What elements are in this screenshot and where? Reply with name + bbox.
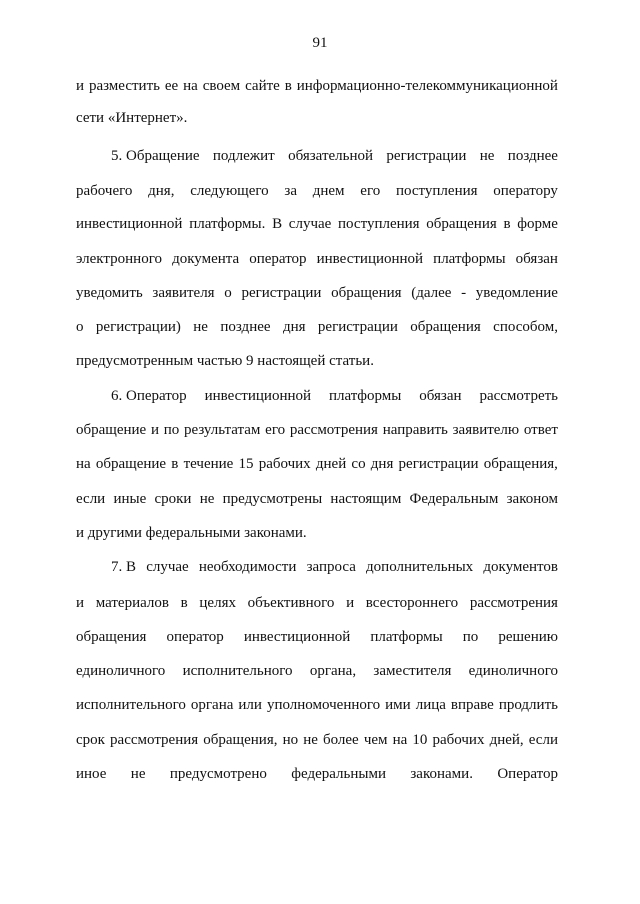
word: платформы [433, 251, 506, 267]
word: позднее [507, 148, 558, 164]
word: настоящим [330, 491, 402, 507]
word: о [76, 319, 84, 335]
text-line [111, 145, 558, 167]
word: исполнительного [182, 663, 293, 679]
text-line [76, 419, 558, 441]
word: регистрации) [95, 319, 181, 335]
text-line [76, 660, 558, 682]
word: своем [202, 78, 241, 94]
word: на [392, 732, 408, 748]
word: на [183, 78, 198, 94]
word: разместить [88, 78, 160, 94]
text-line [111, 385, 558, 407]
word: В [272, 216, 283, 232]
word: дня, [148, 183, 175, 199]
word: продлить [498, 697, 558, 713]
word: платформы. [189, 216, 266, 232]
word: позднее [220, 319, 271, 335]
text-line [76, 694, 558, 716]
word: оператор [249, 251, 307, 267]
text-line [76, 282, 558, 304]
word: дней [315, 456, 347, 472]
word: или [238, 697, 262, 713]
word: днем [312, 183, 345, 199]
word: сайте [245, 78, 280, 94]
word: обращения [410, 319, 481, 335]
word: Оператор [497, 766, 558, 782]
word: рабочих [432, 732, 485, 748]
word: обращение [95, 456, 167, 472]
text-line: сети «Интернет». [76, 110, 188, 126]
word: рабочих [258, 456, 311, 472]
word: со [351, 456, 366, 472]
text-line [76, 729, 558, 751]
word: информационно-телекоммуникационной [296, 78, 558, 94]
word: не [193, 319, 208, 335]
word: объективного [247, 595, 335, 611]
word: 6. Оператор [111, 388, 187, 404]
word: заявителя [152, 285, 215, 301]
word: сроки [154, 491, 192, 507]
word: материалов [95, 595, 169, 611]
word: по [163, 422, 180, 438]
word: 10 [412, 732, 428, 748]
word: - [461, 285, 467, 301]
word: в [171, 456, 179, 472]
text-line [76, 453, 558, 475]
word: обязан [419, 388, 462, 404]
word: не [199, 491, 215, 507]
word: решению [498, 629, 558, 645]
word: направить [382, 422, 448, 438]
word: инвестиционной [76, 216, 183, 232]
word: запроса [306, 559, 356, 575]
word: рассмотрения [469, 595, 558, 611]
word: платформы [370, 629, 443, 645]
text-line [76, 75, 558, 97]
text-line [76, 626, 558, 648]
text-line [76, 488, 558, 510]
word: поступления [338, 216, 420, 232]
word: ими [385, 697, 411, 713]
word: обращение [76, 422, 147, 438]
word: следующего [190, 183, 269, 199]
word: платформы [328, 388, 402, 404]
word: уведомить [76, 285, 143, 301]
word: не [479, 148, 495, 164]
word: законом [506, 491, 558, 507]
word: дней, [489, 732, 524, 748]
word: и [150, 422, 159, 438]
text-line: предусмотренным частью 9 настоящей статьи. [76, 353, 374, 369]
word: регистрации [386, 148, 467, 164]
word: по [462, 629, 479, 645]
word: документов [483, 559, 558, 575]
word: 7. В [111, 559, 137, 575]
word: лица [415, 697, 446, 713]
text-line [76, 180, 558, 202]
word: уведомление [475, 285, 558, 301]
word: случае [146, 559, 189, 575]
word: документа [172, 251, 240, 267]
word: оператору [493, 183, 558, 199]
page-number: 91 [312, 35, 328, 51]
word: в [503, 216, 511, 232]
word: дополнительных [366, 559, 474, 575]
word: не [303, 732, 318, 748]
word: иное [76, 766, 107, 782]
word: регистрации [398, 456, 479, 472]
word: случае [288, 216, 332, 232]
word: заместителя [373, 663, 452, 679]
word: электронного [76, 251, 162, 267]
word: исполнительного [76, 697, 186, 713]
word: в [284, 78, 292, 94]
word: всестороннего [365, 595, 459, 611]
word: рабочего [76, 183, 133, 199]
word: обращения [331, 285, 402, 301]
word: предусмотрено [169, 766, 267, 782]
word: иные [113, 491, 147, 507]
word: вправе [450, 697, 494, 713]
text-line [76, 763, 558, 785]
word: ее [164, 78, 179, 94]
word: в [180, 595, 188, 611]
word: его [265, 422, 286, 438]
word: предусмотрены [222, 491, 323, 507]
word: обращения, [203, 732, 278, 748]
word: на [76, 456, 91, 472]
word: если [528, 732, 558, 748]
word: единоличного [468, 663, 558, 679]
word: обращения [426, 216, 497, 232]
word: результатам [183, 422, 261, 438]
word: за [284, 183, 297, 199]
word: рассмотреть [479, 388, 558, 404]
text-line [76, 248, 558, 270]
word: федеральными [291, 766, 386, 782]
word: необходимости [198, 559, 297, 575]
word: 15 [238, 456, 254, 472]
word: законами. [410, 766, 473, 782]
word: более [322, 732, 359, 748]
word: (далее [411, 285, 452, 301]
word: о [224, 285, 232, 301]
word: уполномоченного [266, 697, 381, 713]
word: срок [76, 732, 105, 748]
word: не [130, 766, 146, 782]
word: если [76, 491, 106, 507]
text-line [76, 213, 558, 235]
word: заявителю [452, 422, 520, 438]
word: регистрации [317, 319, 398, 335]
word: форме [517, 216, 558, 232]
word: рассмотрения [289, 422, 378, 438]
text-line [76, 316, 558, 338]
word: органа, [309, 663, 357, 679]
word: инвестиционной [204, 388, 312, 404]
word: Федеральным [409, 491, 499, 507]
text-line [76, 592, 558, 614]
word: 5. Обращение [111, 148, 200, 164]
word: дня [282, 319, 306, 335]
word: единоличного [76, 663, 166, 679]
word: обязательной [288, 148, 374, 164]
word: обязан [515, 251, 558, 267]
word: но [282, 732, 299, 748]
word: чем [363, 732, 388, 748]
word: способом, [493, 319, 558, 335]
word: рассмотрения [110, 732, 199, 748]
word: оператор [166, 629, 224, 645]
text-line: и другими федеральными законами. [76, 525, 307, 541]
word: его [360, 183, 381, 199]
word: течение [183, 456, 234, 472]
word: дня [370, 456, 394, 472]
word: и [76, 78, 85, 94]
word: ответ [523, 422, 558, 438]
word: инвестиционной [316, 251, 424, 267]
word: целях [199, 595, 236, 611]
word: подлежит [212, 148, 275, 164]
text-line [111, 556, 558, 578]
word: органа [190, 697, 234, 713]
word: и [76, 595, 85, 611]
word: обращения [76, 629, 147, 645]
word: инвестиционной [243, 629, 351, 645]
word: обращения, [483, 456, 558, 472]
word: регистрации [241, 285, 322, 301]
word: поступления [395, 183, 478, 199]
word: и [346, 595, 355, 611]
